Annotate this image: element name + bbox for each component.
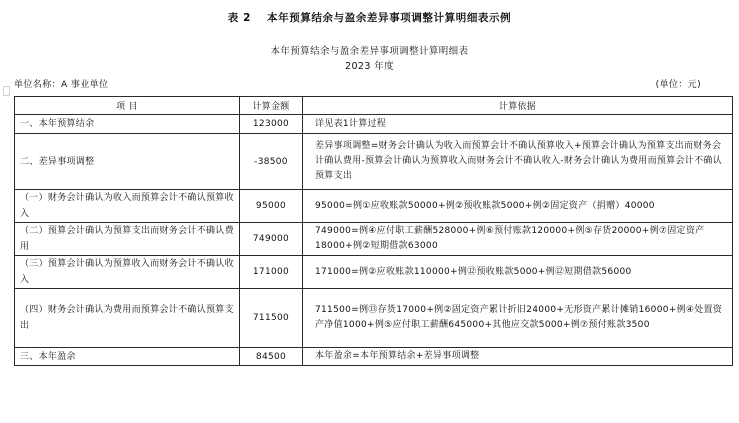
row-item: 三、本年盈余 xyxy=(15,348,240,366)
row-basis: 差异事项调整=财务会计确认为收入而预算会计不确认预算收入+预算会计确认为预算支出而财务会计确认费用-预算会计确认为预算收入而财务会计不确认收入-财务会计确认为费用而预算会计不确认预算支出 xyxy=(303,134,733,190)
table-row xyxy=(15,348,733,366)
row-amount: -38500 xyxy=(240,134,303,190)
row-amount: 84500 xyxy=(240,348,303,366)
row-amount: 123000 xyxy=(240,115,303,134)
row-item: （一）财务会计确认为收入而预算会计不确认预算收入 xyxy=(15,190,240,223)
unit-measure: (单位：元) xyxy=(655,80,701,90)
table-row xyxy=(15,223,733,256)
row-item: 一、本年预算结余 xyxy=(15,115,240,134)
statement-year: 2023 年度 xyxy=(345,61,394,72)
table-row xyxy=(15,190,733,223)
statement-title: 本年预算结余与盈余差异事项调整计算明细表 xyxy=(270,46,469,57)
table-caption xyxy=(0,10,739,25)
row-basis: 详见表1计算过程 xyxy=(303,115,733,134)
header-basis: 计算依据 xyxy=(303,97,733,115)
header-item: 项 目 xyxy=(15,97,240,115)
row-amount: 171000 xyxy=(240,256,303,289)
table-header-row xyxy=(15,97,733,115)
row-basis: 95000=例①应收账款50000+例②预收账款5000+例②固定资产（捐赠）40000 xyxy=(303,190,733,223)
page-marker-icon xyxy=(3,86,10,96)
table-caption-title: 本年预算结余与盈余差异事项调整计算明细表示例 xyxy=(267,12,512,24)
table-row xyxy=(15,289,733,348)
row-amount: 95000 xyxy=(240,190,303,223)
row-basis: 711500=例⑬存货17000+例②固定资产累计折旧24000+无形资产累计摊销16000+例④处置资产净值1000+例⑤应付职工薪酬645000+其他应交款5000+例⑦预付账款3500 xyxy=(303,289,733,348)
row-item: 二、差异事项调整 xyxy=(15,134,240,190)
row-item: （三）预算会计确认为预算收入而财务会计不确认收入 xyxy=(15,256,240,289)
reconciliation-table xyxy=(14,96,733,366)
row-item: （二）预算会计确认为预算支出而财务会计不确认费用 xyxy=(15,223,240,256)
row-amount: 711500 xyxy=(240,289,303,348)
table-row xyxy=(15,256,733,289)
table-number: 表 2 xyxy=(227,12,252,24)
table-row xyxy=(15,115,733,134)
row-amount: 749000 xyxy=(240,223,303,256)
unit-name: 单位名称：A 事业单位 xyxy=(14,80,109,90)
header-amount: 计算金额 xyxy=(240,97,303,115)
row-basis: 本年盈余=本年预算结余+差异事项调整 xyxy=(303,348,733,366)
row-item: （四）财务会计确认为费用而预算会计不确认预算支出 xyxy=(15,289,240,348)
row-basis: 749000=例④应付职工薪酬528000+例⑥预付账款120000+例⑤存货20000+例⑦固定资产18000+例②短期借款63000 xyxy=(303,223,733,256)
table-row xyxy=(15,134,733,190)
row-basis: 171000=例②应收账款110000+例⑫预收账款5000+例⑫短期借款56000 xyxy=(303,256,733,289)
